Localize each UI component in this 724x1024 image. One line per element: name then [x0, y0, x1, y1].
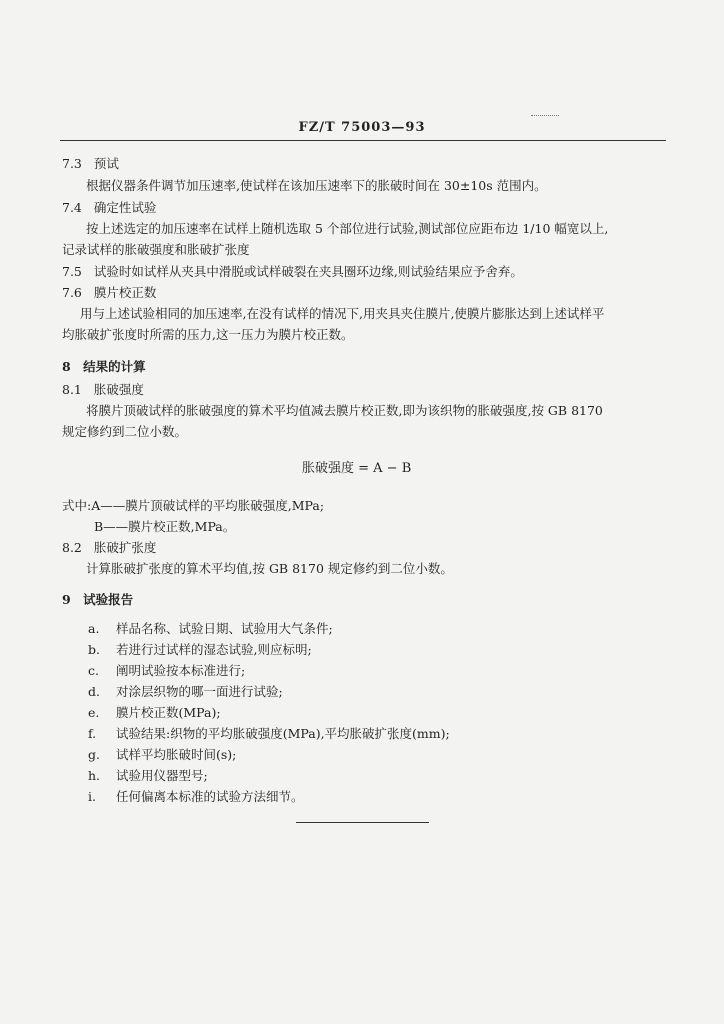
- list-item-text: 试验结果:织物的平均胀破强度(MPa),平均胀破扩张度(mm);: [116, 726, 450, 741]
- section-8-1-heading: [62, 384, 144, 397]
- list-item-label: i.: [88, 789, 96, 804]
- section-number: 7.3: [62, 156, 82, 171]
- section-number: 7.5: [62, 264, 82, 279]
- chapter-title: 结果的计算: [83, 359, 146, 374]
- page-header: FZ/T 75003—93: [298, 120, 426, 135]
- chapter-8-heading: [62, 361, 146, 374]
- section-7-5: [62, 266, 523, 279]
- list-item-label: f.: [88, 726, 97, 741]
- scan-mark: [531, 115, 559, 116]
- list-item-label: a.: [88, 621, 100, 636]
- section-title: 确定性试验: [93, 200, 157, 215]
- list-item: [88, 789, 304, 804]
- paragraph-7-3: 根据仪器条件调节加压速率,使试样在该加压速率下的胀破时间在 30±10s 范围内。: [86, 178, 547, 193]
- section-7-6-heading: [62, 287, 156, 300]
- list-item-label: d.: [88, 684, 100, 699]
- list-item-text: 试样平均胀破时间(s);: [116, 747, 237, 762]
- chapter-number: 8: [62, 359, 71, 374]
- list-item: [88, 747, 237, 762]
- paragraph-8-1-line2: 规定修约到二位小数。: [62, 424, 188, 439]
- section-number: 7.4: [62, 200, 82, 215]
- list-item: [88, 768, 208, 783]
- list-item-label: e.: [88, 705, 100, 720]
- section-title: 膜片校正数: [93, 285, 157, 300]
- chapter-title: 试验报告: [83, 592, 134, 607]
- section-title: 胀破扩张度: [93, 540, 157, 555]
- section-title: 预试: [93, 156, 119, 171]
- list-item: [88, 621, 333, 636]
- list-item-text: 膜片校正数(MPa);: [116, 705, 221, 720]
- paragraph-8-1-line1: 将膜片顶破试样的胀破强度的算术平均值减去膜片校正数,即为该织物的胀破强度,按 GB 8170: [86, 403, 603, 418]
- list-item-label: h.: [88, 768, 101, 783]
- list-item-label: b.: [88, 642, 100, 657]
- list-item-text: 阐明试验按本标准进行;: [116, 663, 246, 678]
- list-item-label: c.: [88, 663, 99, 678]
- formula-where-line2: B——膜片校正数,MPa。: [94, 519, 236, 534]
- section-number: 8.1: [62, 382, 82, 397]
- header-rule: [60, 140, 666, 141]
- end-rule: [296, 822, 429, 823]
- list-item-label: g.: [88, 747, 100, 762]
- paragraph-7-6-line2: 均胀破扩张度时所需的压力,这一压力为膜片校正数。: [62, 327, 354, 342]
- formula: 胀破强度 = A − B: [302, 461, 412, 476]
- section-number: 8.2: [62, 540, 82, 555]
- list-item-text: 对涂层织物的哪一面进行试验;: [116, 684, 283, 699]
- paragraph-7-4-line1: 按上述选定的加压速率在试样上随机选取 5 个部位进行试验,测试部位应距布边 1/10 幅宽以上,: [86, 221, 609, 236]
- section-title: 胀破强度: [93, 382, 144, 397]
- section-8-2-heading: [62, 542, 156, 555]
- list-item-text: 任何偏离本标准的试验方法细节。: [116, 789, 304, 804]
- paragraph-8-2: 计算胀破扩张度的算术平均值,按 GB 8170 规定修约到二位小数。: [86, 561, 453, 576]
- list-item: [88, 642, 312, 657]
- section-7-4-heading: [62, 202, 156, 215]
- list-item: [88, 705, 221, 720]
- chapter-9-heading: [62, 594, 133, 607]
- section-number: 7.6: [62, 285, 82, 300]
- formula-where-line1: 式中:A——膜片顶破试样的平均胀破强度,MPa;: [62, 498, 325, 513]
- list-item: [88, 684, 283, 699]
- list-item: [88, 726, 450, 741]
- chapter-number: 9: [62, 592, 71, 607]
- paragraph-7-6-line1: 用与上述试验相同的加压速率,在没有试样的情况下,用夹具夹住膜片,使膜片膨胀达到上述试样平: [80, 306, 605, 321]
- paragraph-7-4-line2: 记录试样的胀破强度和胀破扩张度: [62, 242, 250, 257]
- list-item-text: 试验用仪器型号;: [116, 768, 208, 783]
- list-item: [88, 663, 246, 678]
- list-item-text: 样品名称、试验日期、试验用大气条件;: [116, 621, 333, 636]
- section-text: 试验时如试样从夹具中滑脱或试样破裂在夹具圈环边缘,则试验结果应予舍弃。: [93, 264, 523, 279]
- section-7-3-heading: [62, 158, 119, 171]
- list-item-text: 若进行过试样的湿态试验,则应标明;: [116, 642, 312, 657]
